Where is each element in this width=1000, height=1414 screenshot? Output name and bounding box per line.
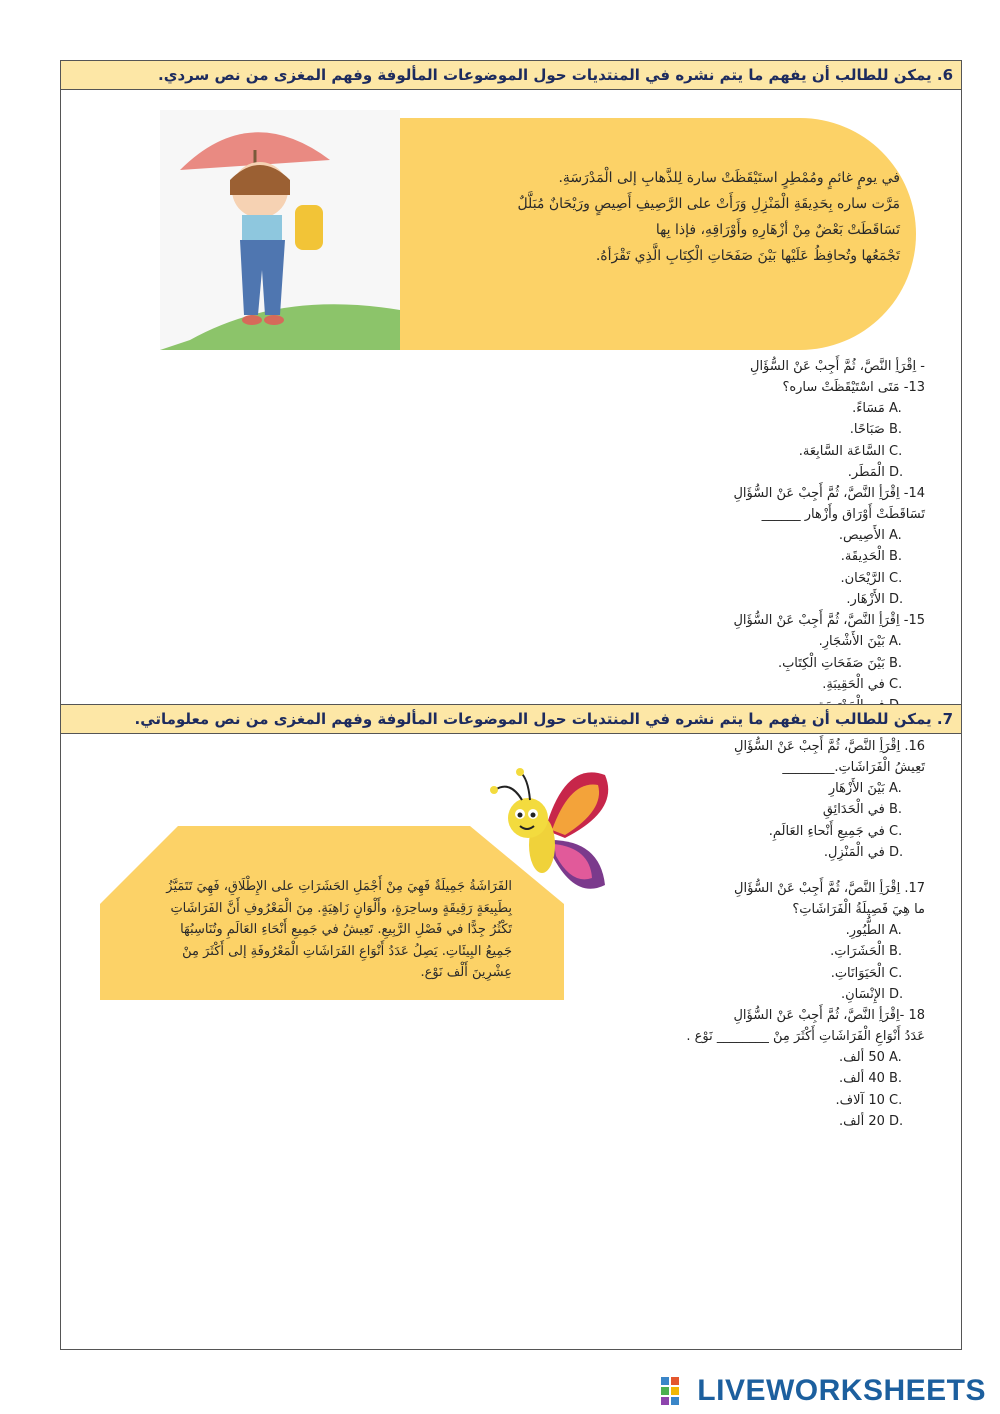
question-13-option-c[interactable]: C. السَّاعَة السَّابِعَة. (798, 443, 903, 459)
question-14-option-c[interactable]: C. الرَّيْحَان. (840, 570, 903, 586)
question-18-option-c[interactable]: C. 10 آلاف. (835, 1092, 903, 1108)
questions-part2 (734, 736, 925, 863)
question-16-sub: تَعِيشُ الْفَرَاشَاتِ.________ (782, 760, 925, 775)
story-line: مَرَّت ساره بِحَدِيقَةِ الْمَنْزِلِ وَرَأَتْ على الرَّصِيفِ أَصِيصٍ ورَيْحَانٌ مُبَلَّلٌ (517, 196, 900, 212)
section-7-heading: 7. يمكن للطالب أن يفهم ما يتم نشره في المنتديات حول الموضوعات المألوفة وفهم المغزى من نص معلوماتي. (60, 704, 962, 734)
question-15-option-b[interactable]: B. بَيْنَ صَفَحَاتِ الْكِتَابِ. (777, 655, 903, 671)
butterfly-text-line: جَمِيعُ البِيئَاتِ. يَصِلُ عَدَدُ أَنْوَاعِ الفَرَاشَاتِ الْمَعْرُوفَةِ إلى أَكْثَرَ مِنْ (182, 943, 512, 959)
story-line: تَسَاقَطَتْ بَعْضٌ مِنْ أزْهَارِهِ وأَوْرَاقِهِ، فإذا بِها (655, 222, 900, 238)
story-line: في يومٍ غائمٍ ومُمْطِرٍ استَيْقَظَتْ سارة لِلذَّهابِ إلى الْمَدْرَسَةِ. (558, 170, 900, 186)
questions-part2-q17-q18 (686, 878, 925, 1132)
question-16-option-d[interactable]: D. في الْمَنْزِلِ. (823, 844, 904, 860)
question-18-sub: عَدَدُ أَنْوَاعِ الْفَرَاشَاتِ أَكْثَرَ مِنْ ________ نَوْع . (686, 1029, 925, 1045)
question-16-option-c[interactable]: C. في جَمِيعِ أَنْحاءِ العَالَمِ. (768, 823, 903, 839)
question-16-option-a[interactable]: A. بَيْنَ الأَزْهَارِ (828, 781, 902, 796)
question-14-stem: 14- اِقْرَأِ النَّصَّ، ثُمَّ أَجِبْ عَنْ السُّؤَالِ (733, 486, 925, 502)
question-17-option-d[interactable]: D. الإِنْسَانِ. (840, 986, 904, 1002)
butterfly-text-line: الفَرَاشَةُ جَمِيلَةٌ فَهِيَ مِنْ أَجْمَلِ الحَشَرَاتِ على الإِطْلَاقِ، فَهِيَ تَتَمَيَّزُ (166, 879, 512, 894)
butterfly-text-line: عِشْرِينَ أَلْف نَوْع. (420, 965, 512, 980)
question-15-option-c[interactable]: C. في الْحَقِيبَةِ. (822, 676, 903, 692)
question-17-stem: 17. اِقْرَأِ النَّصَّ، ثُمَّ أَجِبْ عَنْ السُّؤَالِ (734, 881, 925, 896)
question-intro: - اِقْرَأِ النَّصَّ، ثُمَّ أَجِبْ عَنْ السُّؤَالِ (750, 359, 925, 374)
butterfly-illustration (470, 760, 620, 900)
question-16-option-b[interactable]: B. في الْحَدَائِقِ (822, 802, 903, 818)
liveworksheets-logo-icon (661, 1377, 689, 1405)
question-15-stem: 15- اِقْرَأِ النَّصَّ، ثُمَّ أَجِبْ عَنْ السُّؤَالِ (733, 613, 925, 629)
question-13-option-a[interactable]: A. مَسَاءً. (852, 401, 902, 416)
question-14-option-d[interactable]: D. الأَزْهَار. (846, 592, 904, 608)
butterfly-text-line: تَكْثُرُ جِدًّا في فَصْلِ الرَّبِيعِ. تَعِيشُ في جَمِيعِ أَنْحَاءِ العَالَمِ وتُنَاسِبُهَا (180, 922, 512, 937)
story-line: تَجْمَعُها وتُحافِظُ عَلَيْها بَيْنَ صَفَحَاتِ الْكِتَابِ الَّذِي تَقْرَأهُ. (595, 248, 900, 264)
question-15-option-a[interactable]: A. بَيْنَ الأَشْجَارِ. (818, 634, 902, 650)
question-18-option-b[interactable]: B. 40 ألف. (839, 1071, 903, 1087)
question-17-option-c[interactable]: C. الْحَيَوَانَاتِ. (830, 965, 903, 981)
butterfly-text (160, 876, 512, 984)
brand-name: LIVEWORKSHEETS (697, 1374, 986, 1407)
butterfly-text-line: بِطَبِيعَةٍ رَقِيقَةٍ وساحِرَةٍ، وأَلْوَانٍ زَاهِيَةٍ. مِنَ الْمَعْرُوفِ أَنَّ الفَرَاشَاتِ (170, 900, 512, 916)
question-13-option-b[interactable]: B. صَبَاحًا. (849, 422, 903, 438)
question-14-option-b[interactable]: B. الْحَدِيقَة. (840, 549, 903, 565)
question-18-option-a[interactable]: A. 50 ألف. (839, 1050, 902, 1066)
section-6-heading: 6. يمكن للطالب أن يفهم ما يتم نشره في المنتديات حول الموضوعات المألوفة وفهم المغزى من نص سردي. (60, 60, 962, 90)
question-17-option-b[interactable]: B. الْحَشَرَاتِ. (830, 944, 903, 960)
questions-part1 (733, 356, 925, 717)
question-17-sub: ما هِيَ فَصِيلَةُ الْفَرَاشَاتِ؟ (792, 902, 925, 917)
question-13-option-d[interactable]: D. الْمَطَر. (847, 464, 904, 480)
question-16-stem: 16. اِقْرَأِ النَّصَّ، ثُمَّ أَجِبْ عَنْ السُّؤَالِ (734, 739, 925, 754)
question-18-option-d[interactable]: D. 20 ألف. (839, 1114, 904, 1130)
story-text (430, 165, 900, 269)
question-13-stem: 13- مَتَى اسْتَيْقَظَتْ ساره؟ (782, 380, 925, 395)
question-14-sub: تَسَاقَطَتْ أَوْرَاق وأَزْهار ______ (761, 507, 925, 523)
liveworksheets-logo[interactable] (661, 1374, 986, 1408)
question-17-option-a[interactable]: A. الطُّيُورِ. (845, 923, 902, 938)
question-14-option-a[interactable]: A. الأَصِيص. (838, 528, 902, 544)
question-18-stem: 18 -اِقْرَأِ النَّصَّ، ثُمَّ أَجِبْ عَنْ السُّؤَالِ (733, 1008, 925, 1024)
girl-umbrella-illustration (160, 110, 400, 350)
